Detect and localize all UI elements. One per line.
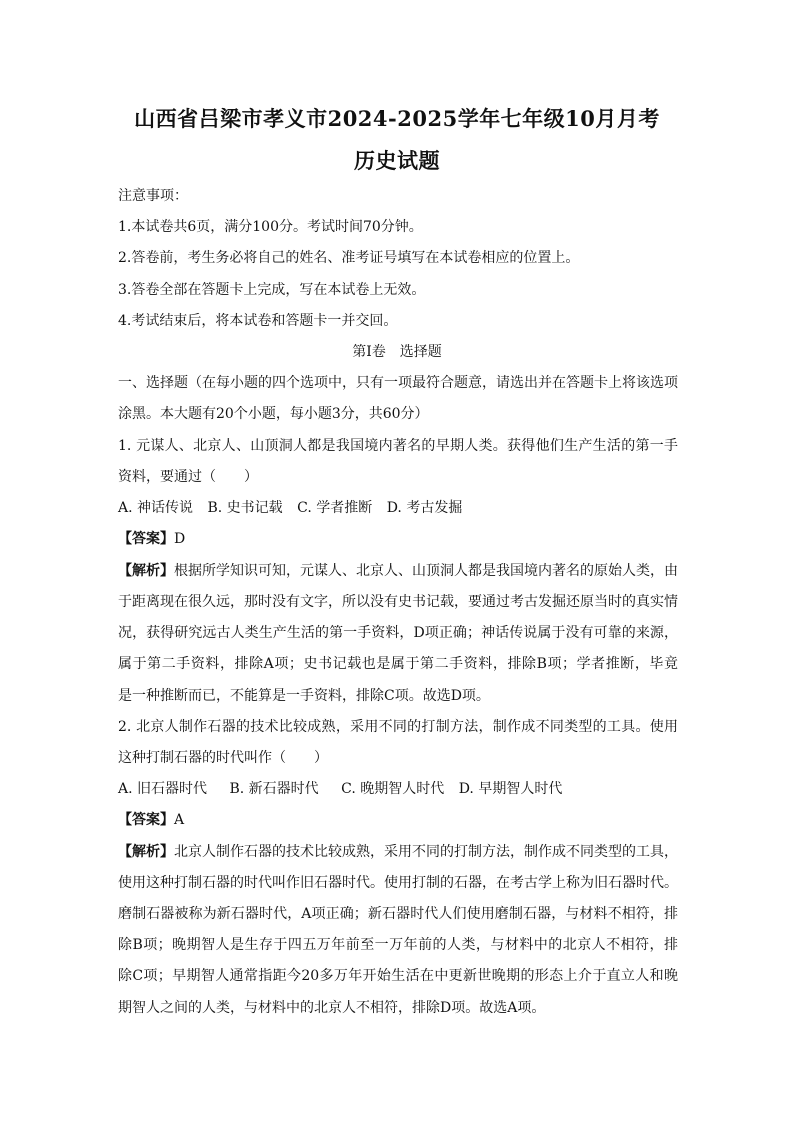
question-2-options [118, 779, 678, 799]
question-1-option-a: A. 神话传说 [118, 500, 194, 516]
question-2-option-b: B. 新石器时代 [229, 781, 319, 797]
notice-heading: 注意事项： [118, 188, 188, 204]
answer-value: D [174, 531, 186, 547]
question-2-option-a: A. 旧石器时代 [118, 781, 208, 797]
volume-heading: 第Ⅰ卷 选择题 [352, 344, 442, 360]
section-instruction-line1: 一、选择题（在每小题的四个选项中，只有一项最符合题意，请选出并在答题卡上将该选项 [118, 375, 678, 391]
analysis-label: 【解析】 [118, 844, 174, 860]
notice-item-2: 2.答卷前，考生务必将自己的姓名、准考证号填写在本试卷相应的位置上。 [118, 250, 580, 266]
exam-subject: 历史试题 [354, 148, 440, 173]
notice-item-4: 4.考试结束后，将本试卷和答题卡一并交回。 [118, 313, 398, 329]
notice-item-1: 1.本试卷共6页，满分100分。考试时间70分钟。 [118, 219, 423, 235]
question-2-analysis-line4: 除B项；晚期智人是生存于四五万年前至一万年前的人类，与材料中的北京人不相符，排 [118, 937, 678, 953]
question-1-analysis-line1 [118, 561, 678, 581]
question-2-analysis-line3: 磨制石器被称为新石器时代，A项正确；新石器时代人们使用磨制石器，与材料不相符，排 [118, 906, 678, 922]
question-1-stem-line1: 1. 元谋人、北京人、山顶洞人都是我国境内著名的早期人类。获得他们生产生活的第一手 [118, 438, 678, 454]
section-instruction-line2: 涂黑。本大题有20个小题，每小题3分，共60分） [118, 406, 429, 422]
question-2-stem-line1: 2. 北京人制作石器的技术比较成熟，采用不同的打制方法，制作成不同类型的工具。使用 [118, 719, 678, 735]
question-1-options [118, 498, 678, 518]
question-1-analysis-line2: 于距离现在很久远，那时没有文字，所以没有史书记载，要通过考古发掘还原当时的真实情 [118, 594, 678, 610]
analysis-text: 根据所学知识可知，元谋人、北京人、山顶洞人都是我国境内著名的原始人类，由 [174, 563, 678, 579]
answer-label: 【答案】 [118, 531, 174, 547]
exam-title: 山西省吕梁市孝义市2024-2025学年七年级10月月考 [134, 106, 660, 131]
question-2-option-d: D. 早期智人时代 [458, 781, 563, 797]
question-1-option-b: B. 史书记载 [207, 500, 283, 516]
question-1-answer [118, 529, 678, 549]
question-1-option-d: D. 考古发掘 [386, 500, 463, 516]
question-2-option-c: C. 晚期智人时代 [341, 781, 445, 797]
question-2-analysis-line1 [118, 842, 678, 862]
question-1-stem-line2: 资料，要通过（ ） [118, 469, 258, 485]
question-1-analysis-line3: 况，获得研究远古人类生产生活的第一手资料，D项正确；神话传说属于没有可靠的来源， [118, 625, 678, 641]
analysis-text: 北京人制作石器的技术比较成熟，采用不同的打制方法，制作成不同类型的工具， [174, 844, 678, 860]
answer-label: 【答案】 [118, 812, 174, 828]
question-1-analysis-line5: 是一种推断而已，不能算是一手资料，排除C项。故选D项。 [118, 688, 490, 704]
question-2-analysis-line6: 期智人之间的人类，与材料中的北京人不相符，排除D项。故选A项。 [118, 1000, 546, 1016]
question-1-analysis-line4: 属于第二手资料，排除A项；史书记载也是属于第二手资料，排除B项；学者推断，毕竟 [118, 656, 678, 672]
answer-value: A [174, 812, 185, 828]
question-2-stem-line2: 这种打制石器的时代叫作（ ） [118, 750, 328, 766]
question-2-analysis-line2: 使用这种打制石器的时代叫作旧石器时代。使用打制的石器，在考古学上称为旧石器时代。 [118, 875, 678, 891]
question-2-analysis-line5: 除C项；早期智人通常指距今20多万年开始生活在中更新世晚期的形态上介于直立人和晚 [118, 968, 678, 984]
question-1-option-c: C. 学者推断 [297, 500, 373, 516]
notice-item-3: 3.答卷全部在答题卡上完成，写在本试卷上无效。 [118, 282, 426, 298]
analysis-label: 【解析】 [118, 563, 174, 579]
question-2-answer [118, 810, 678, 830]
